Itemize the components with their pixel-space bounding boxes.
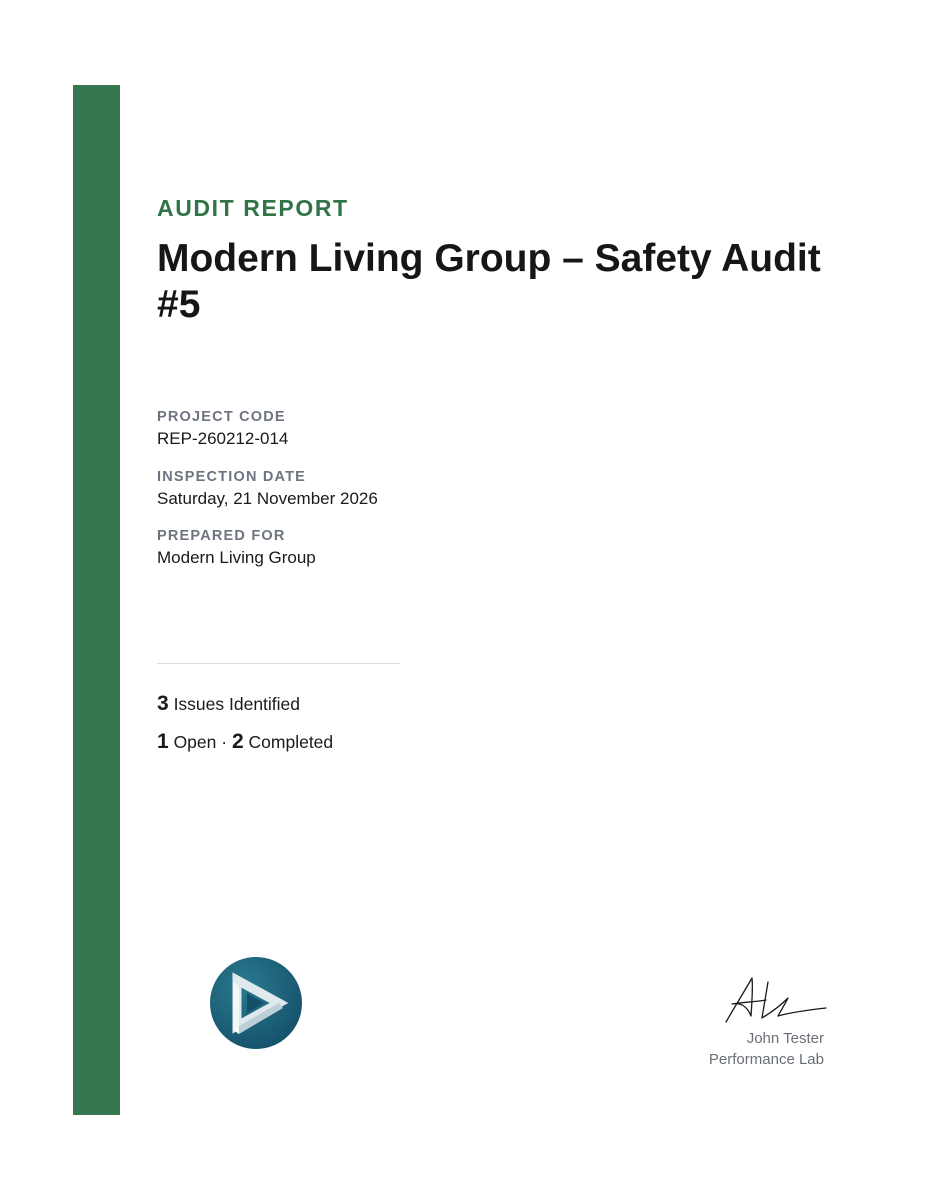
play-triangle-logo-icon [209,956,303,1050]
meta-value: REP-260212-014 [157,429,289,448]
signer-organization: Performance Lab [708,1051,824,1068]
signer-name: John Tester [746,1030,824,1047]
issues-summary [157,692,300,716]
status-separator: · [221,732,228,752]
open-label: Open [173,732,217,752]
divider [157,663,400,664]
meta-prepared-for [157,528,316,568]
completed-count: 2 [231,730,244,753]
meta-inspection-date [157,469,378,509]
meta-label: PREPARED FOR [157,528,286,544]
meta-label: INSPECTION DATE [157,469,307,485]
issues-count: 3 [157,692,169,715]
signer-block [709,1028,824,1070]
meta-project-code [157,409,288,449]
report-title: Modern Living Group – Safety Audit #5 [157,237,821,326]
completed-label: Completed [248,732,334,752]
status-summary [157,730,333,754]
meta-label: PROJECT CODE [157,409,286,425]
report-kicker: AUDIT REPORT [157,195,349,221]
meta-value: Modern Living Group [157,548,316,567]
open-count: 1 [157,730,169,753]
handwritten-signature [718,972,830,1026]
meta-value: Saturday, 21 November 2026 [157,489,378,508]
issues-label: Issues Identified [173,694,301,714]
accent-side-bar [73,85,120,1115]
